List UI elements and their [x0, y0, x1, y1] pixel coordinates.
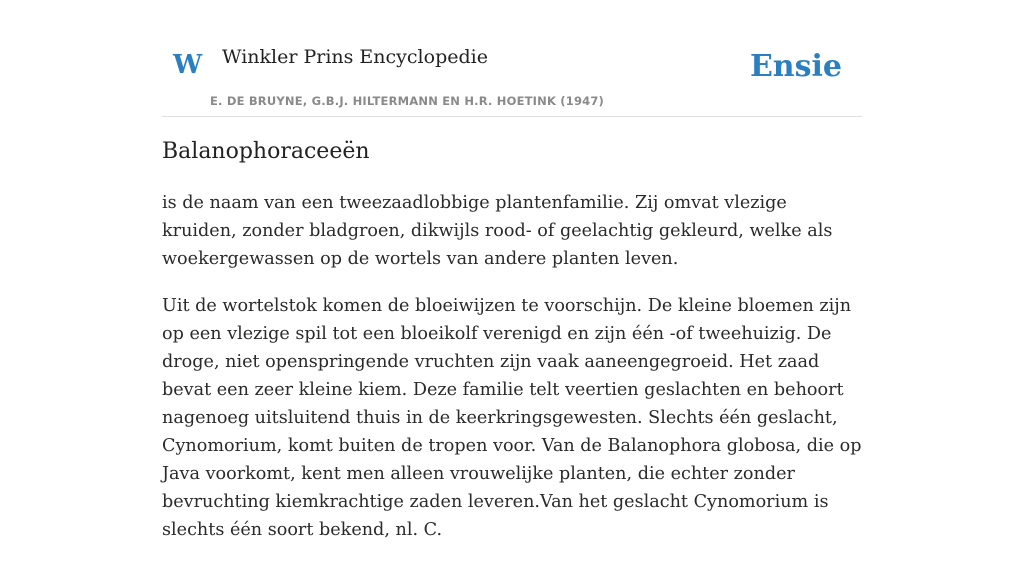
publication-authors: E. DE BRUYNE, G.B.J. HILTERMANN EN H.R. HOETINK (1947): [210, 94, 605, 108]
article-title: Balanophoraceeën: [162, 139, 370, 164]
article-paragraph: is de naam van een tweezaadlobbige plantenfamilie. Zij omvat vlezige kruiden, zonder bladgroen, dikwijls rood- of geelachtig gekleurd, welke als woekergewassen op de wortels van andere planten leven.: [162, 192, 833, 269]
publication-logo: W: [173, 50, 203, 80]
publication-header: [162, 0, 862, 117]
brand-logo-link[interactable]: Ensie: [749, 49, 842, 84]
article: [162, 138, 862, 563]
publication-title[interactable]: Winkler Prins Encyclopedie: [222, 46, 488, 68]
article-paragraph: Uit de wortelstok komen de bloeiwijzen te voorschijn. De kleine bloemen zijn op een vlezige spil tot een bloeikolf verenigd en zijn één -of tweehuizig. De droge, niet openspringende vruchten zijn vaak aaneengegroeid. Het zaad bevat een zeer kleine kiem. Deze familie telt veertien geslachten en behoort nagenoeg uitsluitend thuis in de keerkringsgewesten. Slechts één geslacht, Cynomorium, komt buiten de tropen voor. Van de Balanophora globosa, die op Java voorkomt, kent men alleen vrouwelijke planten, die echter zonder bevruchting kiemkrachtige zaden leveren.Van het geslacht Cynomorium is slechts één soort bekend, nl. C.: [162, 295, 862, 540]
